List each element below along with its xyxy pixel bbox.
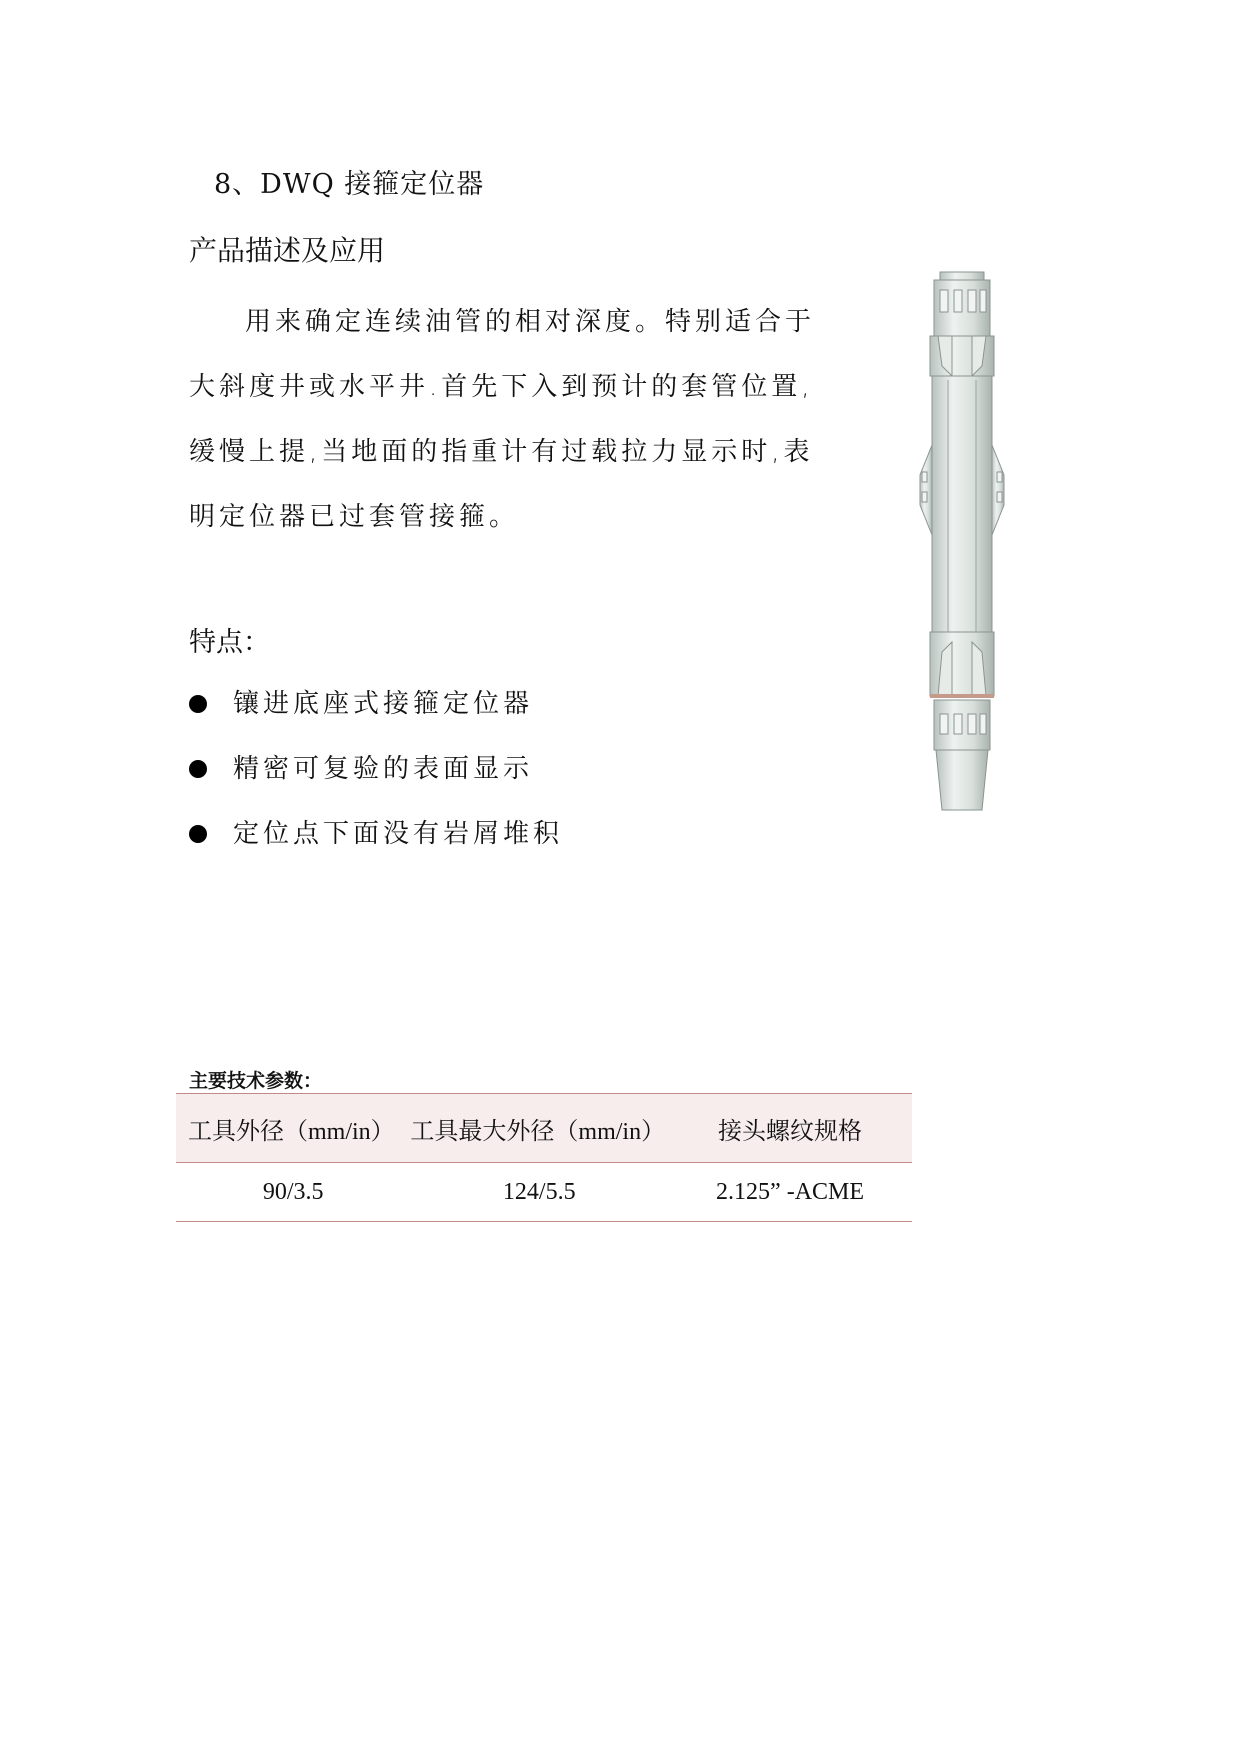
bullet-icon xyxy=(189,825,207,843)
spec-cell-thread-spec: 2.125” -ACME xyxy=(668,1163,912,1222)
spec-table xyxy=(176,1093,912,1222)
table-row xyxy=(176,1163,912,1222)
bullet-icon xyxy=(189,760,207,778)
feature-text: 镶进底座式接箍定位器 xyxy=(233,689,534,719)
spec-caption: 主要技术参数： xyxy=(189,1070,323,1092)
spec-cell-max-outer-diameter: 124/5.5 xyxy=(410,1163,668,1222)
collar-locator-tool-image xyxy=(880,270,1030,910)
spec-cell-outer-diameter: 90/3.5 xyxy=(176,1163,410,1222)
features-heading: 特点： xyxy=(189,627,270,658)
feature-text: 精密可复验的表面显示 xyxy=(233,754,534,784)
feature-item xyxy=(189,751,563,816)
bullet-icon xyxy=(189,695,207,713)
description-heading: 产品描述及应用 xyxy=(189,234,386,267)
spec-header-max-outer-diameter: 工具最大外径（mm/in） xyxy=(410,1094,668,1163)
features-list xyxy=(189,686,563,881)
spec-header-thread-spec: 接头螺纹规格 xyxy=(668,1094,912,1163)
feature-item xyxy=(189,816,563,881)
product-description: 用来确定连续油管的相对深度。特别适合于大斜度井或水平井.首先下入到预计的套管位置,缓慢上提,当地面的指重计有过载拉力显示时,表明定位器已过套管接箍。 xyxy=(189,307,816,532)
feature-text: 定位点下面没有岩屑堆积 xyxy=(233,819,564,849)
spec-header-outer-diameter: 工具外径（mm/in） xyxy=(176,1094,410,1163)
spec-table-header-row xyxy=(176,1094,912,1163)
feature-item xyxy=(189,686,563,751)
page-title: 8、DWQ 接箍定位器 xyxy=(214,169,485,200)
